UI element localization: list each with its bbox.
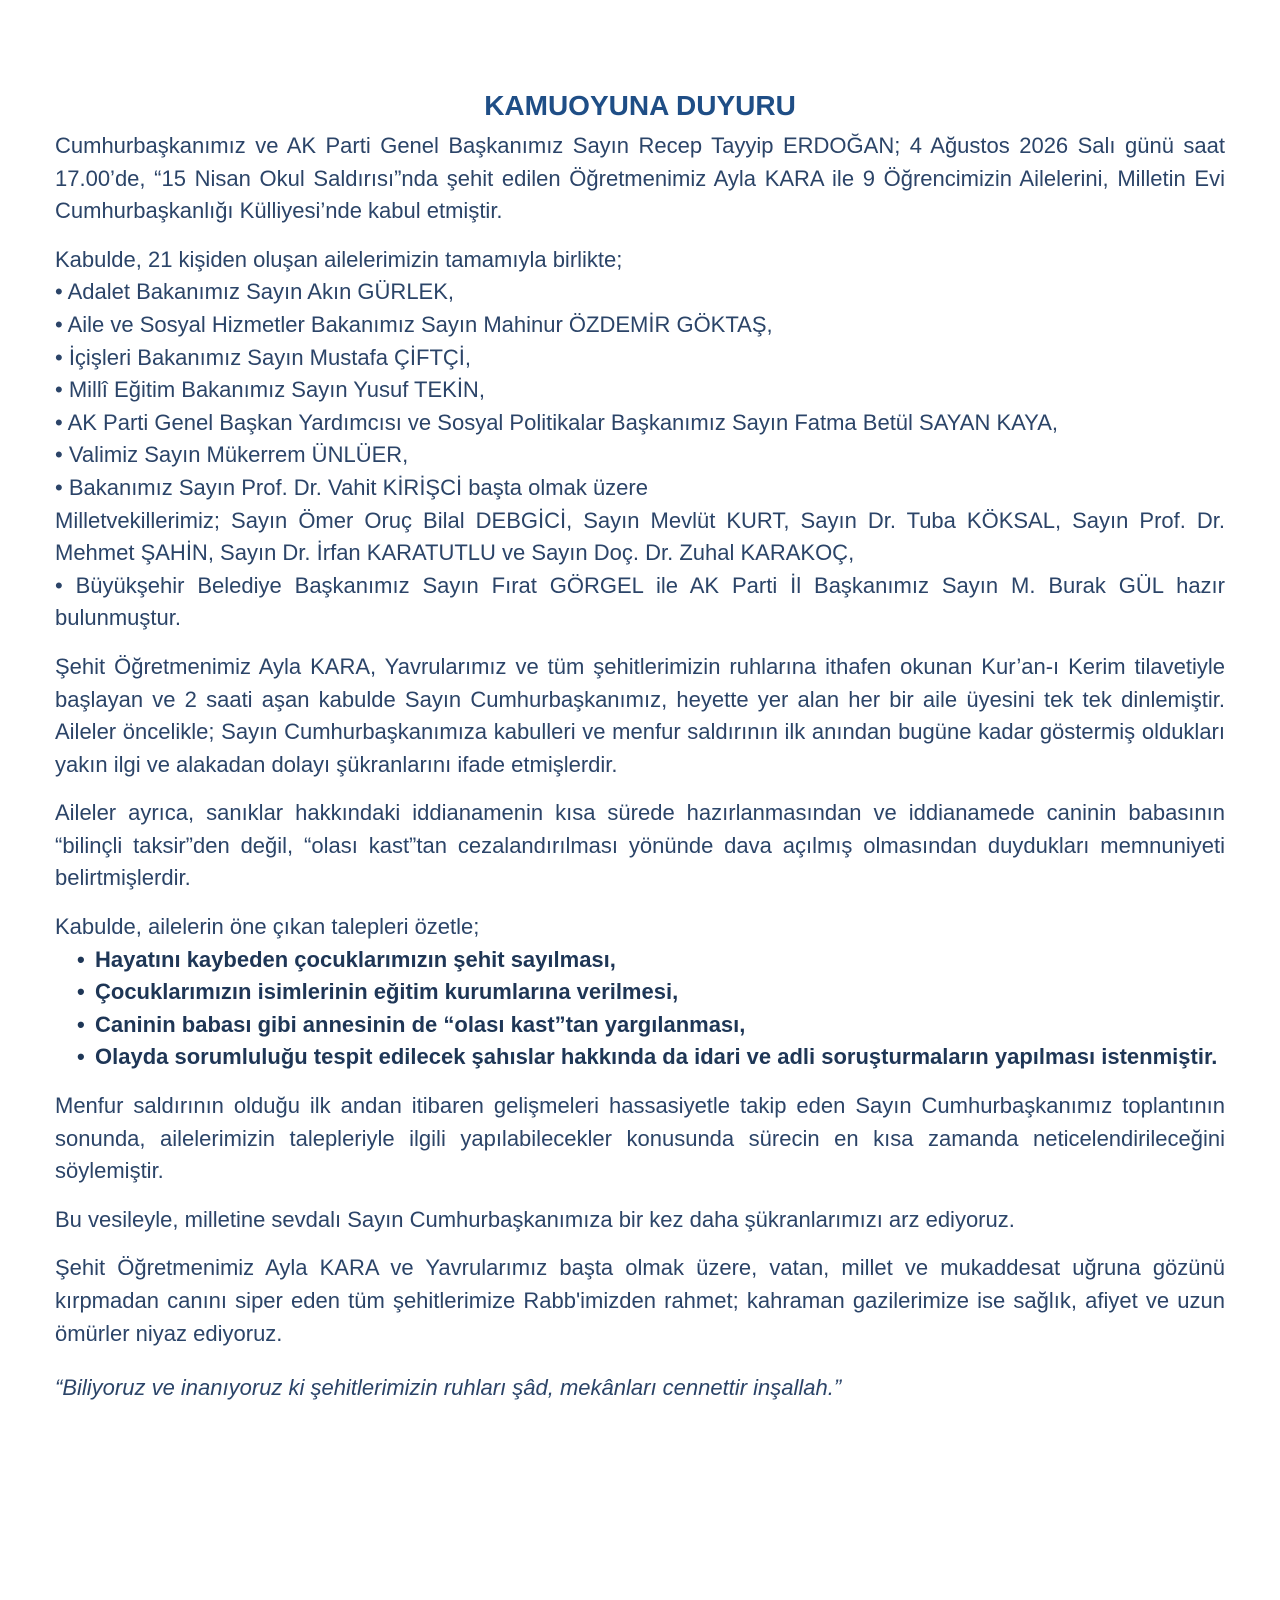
paragraph-indictment: Aileler ayrıca, sanıklar hakkındaki iddianamenin kısa sürede hazırlanmasından ve iddianamede caninin babasının “bilinçli taksir”den değil, “olası kast”tan cezalandırılması yönünde dava açılmış olmasından duydukları memnuniyeti belirtmişlerdir. [55, 800, 1225, 891]
bullet-icon: • [77, 946, 85, 972]
demand-item: • Hayatını kaybeden çocuklarımızın şehit sayılması, [77, 944, 1225, 977]
demands-section [55, 911, 1225, 1074]
bullet-icon: • [77, 979, 85, 1005]
bullet-icon: • [77, 1011, 85, 1037]
demand-item: • Olayda sorumluluğu tespit edilecek şahıslar hakkında da idari ve adli soruşturmaların yapılması istenmiştir. [77, 1041, 1225, 1074]
attendee-line: • AK Parti Genel Başkan Yardımcısı ve Sosyal Politikalar Başkanımız Sayın Fatma Betül SAYAN KAYA, [55, 409, 1059, 435]
demands-intro: Kabulde, ailelerin öne çıkan talepleri özetle; [55, 914, 480, 940]
attendee-line: • Millî Eğitim Bakanımız Sayın Yusuf TEKİN, [55, 377, 485, 403]
demands-list [55, 944, 1225, 1074]
paragraph-gratitude: Bu vesileyle, milletine sevdalı Sayın Cumhurbaşkanımıza bir kez daha şükranlarımızı arz ediyoruz. [55, 1206, 1015, 1232]
paragraph-martyrs: Şehit Öğretmenimiz Ayla KARA ve Yavrularımız başta olmak üzere, vatan, millet ve mukaddesat uğruna gözünü kırpmadan canını siper eden tüm şehitlerimize Rabb'imizden rahmet; kahraman gazilerimize ise sağlık, afiyet ve uzun ömürler niyaz ediyoruz. [55, 1255, 1225, 1346]
attendee-line: • Aile ve Sosyal Hizmetler Bakanımız Sayın Mahinur ÖZDEMİR GÖKTAŞ, [55, 311, 773, 337]
announcement-document [55, 86, 1225, 1405]
attendees-intro: Kabulde, 21 kişiden oluşan ailelerimizin tamamıyla birlikte; [55, 246, 623, 272]
attendee-line: • İçişleri Bakanımız Sayın Mustafa ÇİFTÇİ, [55, 344, 472, 370]
closing-quote: “Biliyoruz ve inanıyoruz ki şehitlerimizin ruhları şâd, mekânları cennettir inşallah.” [55, 1375, 842, 1401]
attendees-mayor: • Büyükşehir Belediye Başkanımız Sayın Fırat GÖRGEL ile AK Parti İl Başkanımız Sayın M. Burak GÜL hazır bulunmuştur. [55, 572, 1225, 631]
paragraph-reception-details: Şehit Öğretmenimiz Ayla KARA, Yavrularımız ve tüm şehitlerimizin ruhlarına ithafen okunan Kur’an-ı Kerim tilavetiyle başlayan ve 2 saati aşan kabulde Sayın Cumhurbaşkanımız, heyette yer alan her bir aile üyesini tek tek dinlemiştir. Aileler öncelikle; Sayın Cumhurbaşkanımıza kabulleri ve menfur saldırının ilk anından bugüne kadar göstermiş oldukları yakın ilgi ve alakadan dolayı şükranlarını ifade etmişlerdir. [55, 653, 1225, 777]
attendee-line: • Valimiz Sayın Mükerrem ÜNLÜER, [55, 442, 409, 468]
demand-item: • Caninin babası gibi annesinin de “olası kast”tan yargılanması, [77, 1009, 1225, 1042]
attendees-mps: Milletvekillerimiz; Sayın Ömer Oruç Bilal DEBGİCİ, Sayın Mevlüt KURT, Sayın Dr. Tuba KÖKSAL, Sayın Prof. Dr. Mehmet ŞAHİN, Sayın Dr. İrfan KARATUTLU ve Sayın Doç. Dr. Zuhal KARAKOÇ, [55, 507, 1225, 566]
attendee-line: • Adalet Bakanımız Sayın Akın GÜRLEK, [55, 279, 455, 305]
bullet-icon: • [77, 1044, 85, 1070]
paragraph-reception: Cumhurbaşkanımız ve AK Parti Genel Başkanımız Sayın Recep Tayyip ERDOĞAN; 4 Ağustos 2026 Salı günü saat 17.00’de, “15 Nisan Okul Saldırısı”nda şehit edilen Öğretmenimiz Ayla KARA ile 9 Öğrencimizin Ailelerini, Milletin Evi Cumhurbaşkanlığı Külliyesi’nde kabul etmiştir. [55, 133, 1225, 224]
demand-item: • Çocuklarımızın isimlerinin eğitim kurumlarına verilmesi, [77, 976, 1225, 1009]
paragraph-follow-up: Menfur saldırının olduğu ilk andan itibaren gelişmeleri hassasiyetle takip eden Sayın Cumhurbaşkanımız toplantının sonunda, ailelerimizin talepleriyle ilgili yapılabilecekler konusunda sürecin en kısa zamanda neticelendirileceğini söylemiştir. [55, 1093, 1225, 1184]
attendees-section [55, 244, 1225, 635]
page-title: KAMUOYUNA DUYURU [484, 90, 796, 121]
attendee-line: • Bakanımız Sayın Prof. Dr. Vahit KİRİŞCİ başta olmak üzere [55, 474, 648, 500]
